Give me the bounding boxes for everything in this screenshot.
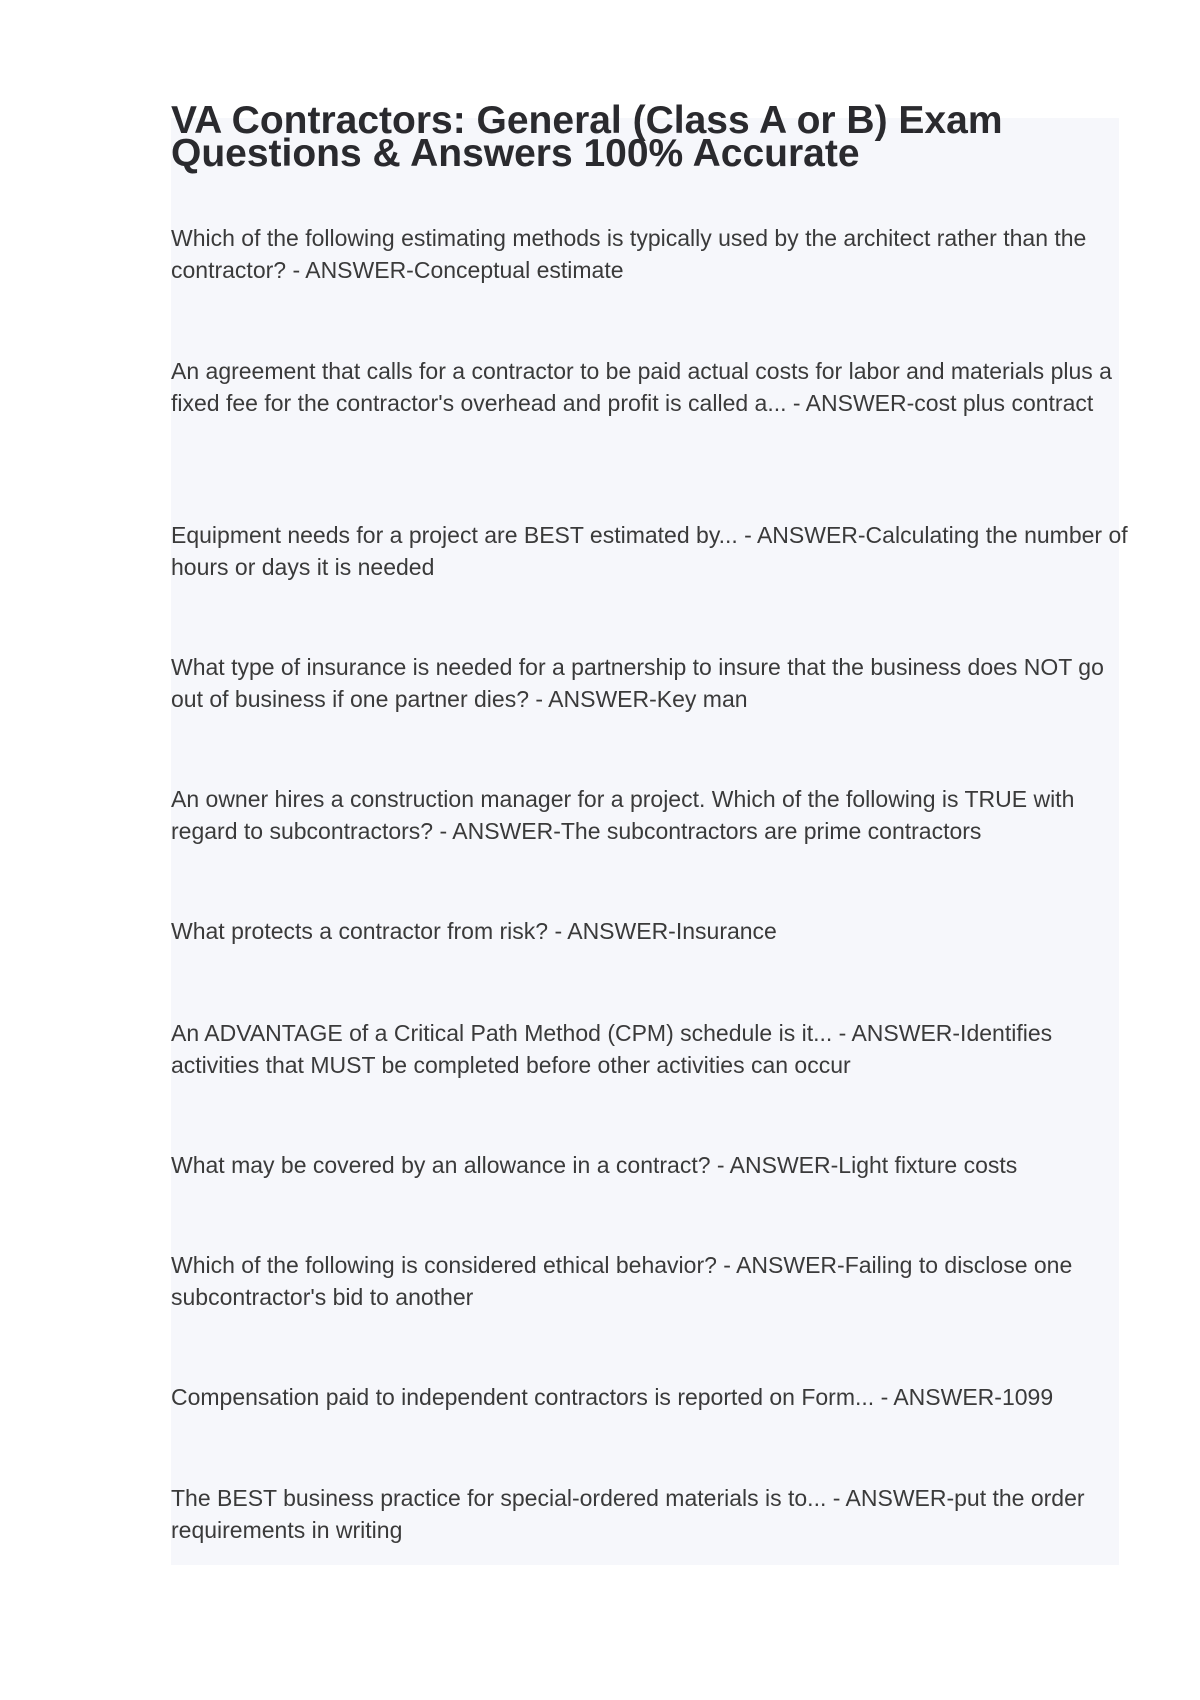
qa-item-11: The BEST business practice for special-ordered materials is to... - ANSWER-put the order requirements in writing [171, 1485, 1085, 1543]
qa-item-9: Which of the following is considered ethical behavior? - ANSWER-Failing to disclose one subcontractor's bid to another [171, 1252, 1073, 1310]
document-title: VA Contractors: General (Class A or B) Exam Questions & Answers 100% Accurate [171, 99, 1003, 175]
qa-item-5: An owner hires a construction manager for a project. Which of the following is TRUE with regard to subcontractors? - ANSWER-The subcontractors are prime contractors [171, 786, 1075, 844]
qa-item-6: What protects a contractor from risk? - ANSWER-Insurance [171, 918, 777, 944]
qa-item-8: What may be covered by an allowance in a contract? - ANSWER-Light fixture costs [171, 1152, 1018, 1178]
qa-item-3: Equipment needs for a project are BEST estimated by... - ANSWER-Calculating the number of hours or days it is needed [171, 522, 1128, 580]
qa-item-7: An ADVANTAGE of a Critical Path Method (CPM) schedule is it... - ANSWER-Identifies activities that MUST be completed before other activities can occur [171, 1020, 1053, 1078]
qa-item-10: Compensation paid to independent contractors is reported on Form... - ANSWER-1099 [171, 1384, 1054, 1410]
qa-item-2: An agreement that calls for a contractor to be paid actual costs for labor and materials plus a fixed fee for the contractor's overhead and profit is called a... - ANSWER-cost plus contract [171, 358, 1112, 416]
qa-item-1: Which of the following estimating methods is typically used by the architect rather than the contractor? - ANSWER-Conceptual estimate [171, 225, 1087, 283]
qa-item-4: What type of insurance is needed for a partnership to insure that the business does NOT go out of business if one partner dies? - ANSWER-Key man [171, 654, 1104, 712]
